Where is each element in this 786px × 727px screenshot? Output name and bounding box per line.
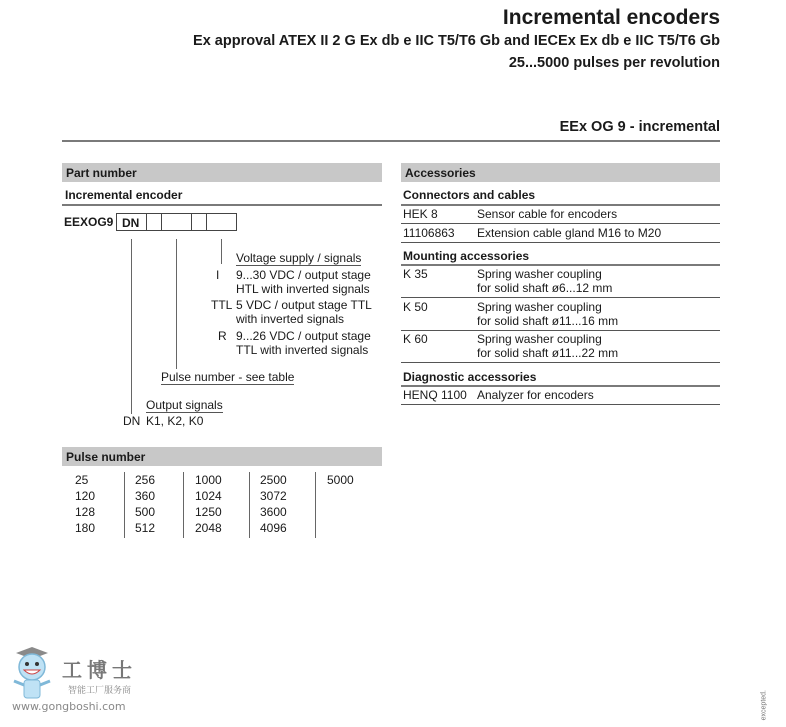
accessories-heading: Accessories [401, 163, 720, 182]
pulse-value: 500 [135, 505, 156, 519]
row-divider [401, 242, 720, 243]
pulse-value: 1024 [195, 489, 222, 503]
pulse-column-3 [195, 472, 222, 536]
pulse-connector-line [176, 239, 177, 369]
voltage-code-ttl: TTL [211, 298, 233, 312]
pulse-value: 128 [75, 505, 96, 519]
voltage-desc-i-1: 9...30 VDC / output stage [236, 268, 371, 282]
pulse-column-4 [260, 472, 287, 536]
pulse-value: 2048 [195, 521, 222, 535]
accessory-desc: Spring washer coupling [477, 267, 602, 281]
voltage-desc-i-2: HTL with inverted signals [236, 282, 370, 296]
accessory-code: HENQ 1100 [403, 388, 467, 402]
voltage-desc-r-1: 9...26 VDC / output stage [236, 329, 371, 343]
row-divider [401, 404, 720, 405]
pulse-number-label: Pulse number - see table [161, 370, 295, 384]
part-box-voltage-2 [206, 213, 237, 231]
accessory-desc: for solid shaft ø11...16 mm [477, 314, 619, 328]
pulse-value: 180 [75, 521, 96, 535]
pulse-value: 120 [75, 489, 96, 503]
accessory-desc: for solid shaft ø6...12 mm [477, 281, 613, 295]
product-name: EEx OG 9 - incremental [559, 119, 720, 135]
pulse-value: 512 [135, 521, 156, 535]
part-box-voltage-1 [191, 213, 207, 231]
accessory-desc: Extension cable gland M16 to M20 [477, 226, 662, 240]
row-divider [401, 223, 720, 224]
pulse-value: 25 [75, 473, 89, 487]
voltage-code-r: R [218, 329, 227, 343]
accessory-group-title: Mounting accessories [403, 249, 530, 263]
watermark-brand: 工博士 [62, 658, 137, 682]
accessory-code: K 35 [403, 267, 428, 281]
pulse-value: 3072 [260, 489, 287, 503]
accessory-code: K 60 [403, 332, 428, 346]
approval-subtitle: Ex approval ATEX II 2 G Ex db e IIC T5/T6 Gb and IECEx Ex db e IIC T5/T6 Gb [193, 33, 720, 49]
group-divider [401, 204, 720, 206]
voltage-code-i: I [216, 268, 220, 282]
pulse-value: 360 [135, 489, 156, 503]
part-box-output: DN [116, 213, 147, 231]
pulse-value: 1000 [195, 473, 222, 487]
pulse-column-divider [249, 472, 250, 538]
side-note: excepted. [760, 690, 767, 721]
part-box-pulse-2 [161, 213, 192, 231]
row-divider [401, 330, 720, 331]
accessory-code: 11106863 [403, 226, 455, 240]
product-divider [62, 140, 720, 142]
row-divider [401, 297, 720, 298]
accessory-group-title: Diagnostic accessories [403, 370, 537, 384]
part-number-subheading: Incremental encoder [65, 188, 183, 202]
voltage-desc-r-2: TTL with inverted signals [236, 343, 369, 357]
accessory-code: K 50 [403, 300, 428, 314]
accessory-desc: Spring washer coupling [477, 300, 602, 314]
output-value: K1, K2, K0 [146, 414, 204, 428]
pulse-number-heading: Pulse number [62, 447, 382, 466]
pulse-value: 1250 [195, 505, 222, 519]
group-divider [401, 385, 720, 387]
pulse-value: 4096 [260, 521, 287, 535]
subheading-divider [62, 204, 382, 206]
output-connector-line [131, 239, 132, 414]
accessory-desc: Spring washer coupling [477, 332, 602, 346]
part-number-heading: Part number [62, 163, 382, 182]
pulse-column-2 [135, 472, 155, 536]
group-divider [401, 264, 720, 266]
row-divider [401, 362, 720, 363]
output-code: DN [123, 414, 141, 428]
voltage-desc-ttl-2: with inverted signals [236, 312, 345, 326]
watermark-tagline: 智能工厂服务商 [68, 686, 132, 696]
accessory-desc: Sensor cable for encoders [477, 207, 618, 221]
pulse-column-1 [75, 472, 95, 536]
output-signals-label: Output signals [146, 398, 223, 412]
pulse-column-divider [183, 472, 184, 538]
mascot-icon [10, 645, 58, 705]
pulse-value: 3600 [260, 505, 287, 519]
watermark-url: www.gongboshi.com [12, 700, 126, 713]
pulse-value: 2500 [260, 473, 287, 487]
pulse-value: 256 [135, 473, 156, 487]
watermark-logo [10, 640, 140, 720]
accessory-code: HEK 8 [403, 207, 438, 221]
voltage-label: Voltage supply / signals [236, 251, 362, 265]
part-prefix: EEXOG9 [64, 215, 114, 229]
pulse-column-divider [124, 472, 125, 538]
accessory-group-title: Connectors and cables [403, 188, 536, 202]
part-box-pulse-1 [146, 213, 162, 231]
voltage-connector-line [221, 239, 222, 264]
page-title: Incremental encoders [502, 6, 720, 29]
voltage-desc-ttl-1: 5 VDC / output stage TTL [236, 298, 372, 312]
pulse-column-divider [315, 472, 316, 538]
accessory-desc: Analyzer for encoders [477, 388, 594, 402]
pulse-column-5 [327, 472, 354, 488]
accessory-desc: for solid shaft ø11...22 mm [477, 346, 619, 360]
pulse-value: 5000 [327, 473, 354, 487]
pulse-range-subtitle: 25...5000 pulses per revolution [508, 55, 720, 71]
